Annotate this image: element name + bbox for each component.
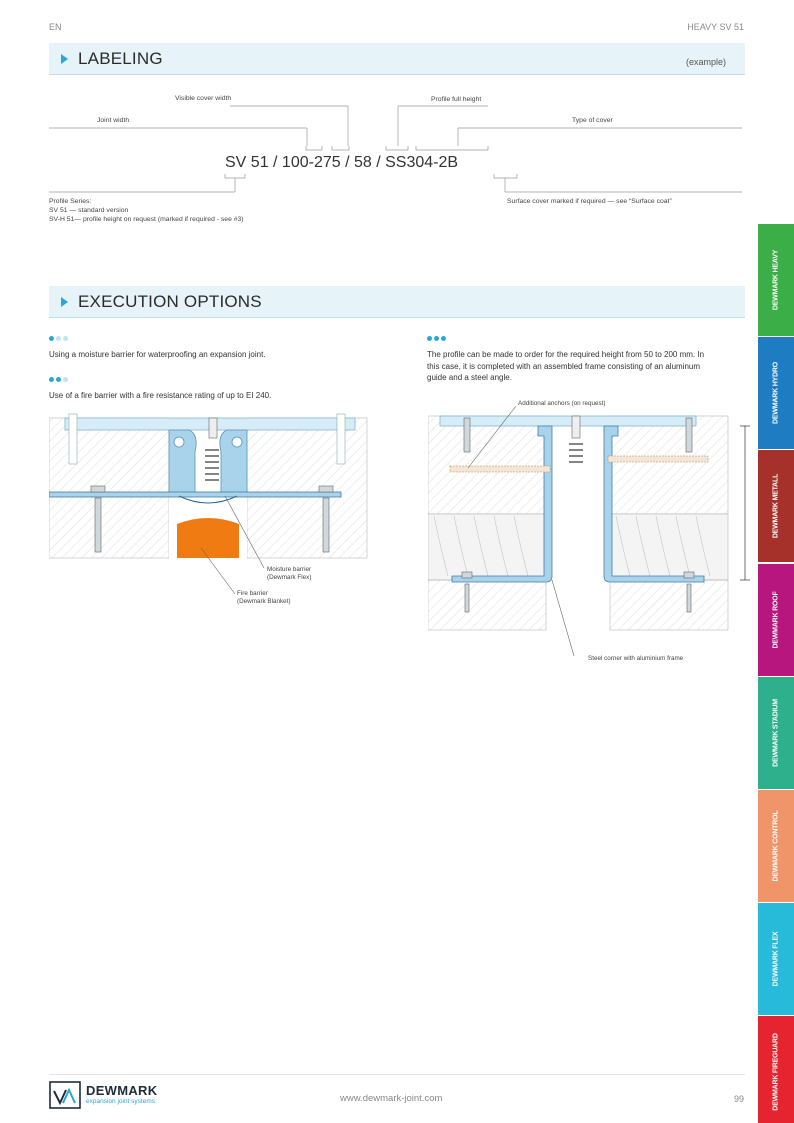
side-tab-label: DEWMARK FLEX xyxy=(772,931,780,987)
dewmark-logo-icon xyxy=(49,1081,81,1109)
moisture-barrier-label xyxy=(267,566,311,582)
drawing-steel-corner-frame xyxy=(428,404,754,664)
option-3-dots-icon xyxy=(427,336,446,341)
option-1-text: Using a moisture barrier for waterproofing an expansion joint. xyxy=(49,350,266,359)
side-tab-label: DEWMARK STADIUM xyxy=(772,698,780,767)
profile-full-height-label: Profile full height xyxy=(431,96,482,103)
side-tab-label: DEWMARK METALL xyxy=(772,474,780,539)
option-1-dots-icon xyxy=(49,336,68,341)
steel-corner-label: Steel corner with aluminium frame xyxy=(588,655,684,662)
additional-anchors-label: Additional anchors (on request) xyxy=(518,400,606,407)
profile-series-line1: SV 51 — standard version xyxy=(49,207,129,214)
drawing-moisture-fire-barrier xyxy=(49,412,369,612)
example-note: (example) xyxy=(685,57,726,67)
joint-width-label: Joint width xyxy=(97,117,130,124)
side-tab-label: DEWMARK HYDRO xyxy=(772,362,780,425)
footer-divider xyxy=(49,1074,745,1075)
execution-header xyxy=(49,286,745,318)
option-3-text: The profile can be made to order for the required height from 50 to 200 mm. In this case, it is completed with an assembled frame consisting of an aluminum guide and a steel angle. xyxy=(427,350,705,382)
side-tab-dewmark-roof[interactable] xyxy=(758,564,794,676)
side-tab-dewmark-stadium[interactable] xyxy=(758,677,794,789)
moisture-barrier-title: Moisture barrier xyxy=(267,566,312,573)
moisture-barrier-sub: (Dewmark Flex) xyxy=(267,574,312,581)
labeling-title: LABELING xyxy=(78,49,163,68)
side-tab-dewmark-heavy[interactable] xyxy=(758,224,794,336)
fire-barrier-label xyxy=(237,590,291,606)
series-label: HEAVY SV 51 xyxy=(687,22,744,32)
brand-name: DEWMARK xyxy=(86,1083,158,1098)
side-tab-label: DEWMARK CONTROL xyxy=(772,810,780,882)
profile-series-note xyxy=(49,197,244,224)
side-tab-label: DEWMARK HEAVY xyxy=(772,249,780,311)
fire-barrier-sub: (Dewmark Blanket) xyxy=(237,598,291,605)
profile-series-title: Profile Series: xyxy=(49,198,92,205)
side-tab-dewmark-hydro[interactable] xyxy=(758,337,794,449)
brand-tagline: expansion joint systems xyxy=(86,1098,156,1105)
visible-cover-width-label: Visible cover width xyxy=(175,95,232,102)
profile-series-line2: SV-H 51— profile height on request (marked if required - see #3) xyxy=(49,216,244,223)
side-tab-label: DEWMARK ROOF xyxy=(772,591,780,649)
fire-barrier-title: Fire barrier xyxy=(237,590,268,597)
labeling-code: SV 51 / 100-275 / 58 / SS304-2B xyxy=(225,154,459,171)
execution-title: EXECUTION OPTIONS xyxy=(78,292,262,311)
side-tab-label: DEWMARK FIREGUARD xyxy=(772,1033,780,1112)
side-tab-dewmark-flex[interactable] xyxy=(758,903,794,1015)
side-tab-dewmark-metall[interactable] xyxy=(758,450,794,562)
option-2-dots-icon xyxy=(49,377,68,382)
website-link[interactable]: www.dewmark-joint.com xyxy=(340,1093,443,1104)
type-of-cover-label: Type of cover xyxy=(572,117,613,124)
page-number: 99 xyxy=(733,1094,744,1104)
side-tab-dewmark-fireguard[interactable] xyxy=(758,1016,794,1123)
language-label: EN xyxy=(49,22,62,32)
surface-cover-note: Surface cover marked if required — see “Surface coat” xyxy=(507,198,672,205)
option-2-text: Use of a fire barrier with a fire resistance rating of up to EI 240. xyxy=(49,391,272,400)
triangle-bullet-icon xyxy=(61,297,68,307)
side-tab-dewmark-control[interactable] xyxy=(758,790,794,902)
